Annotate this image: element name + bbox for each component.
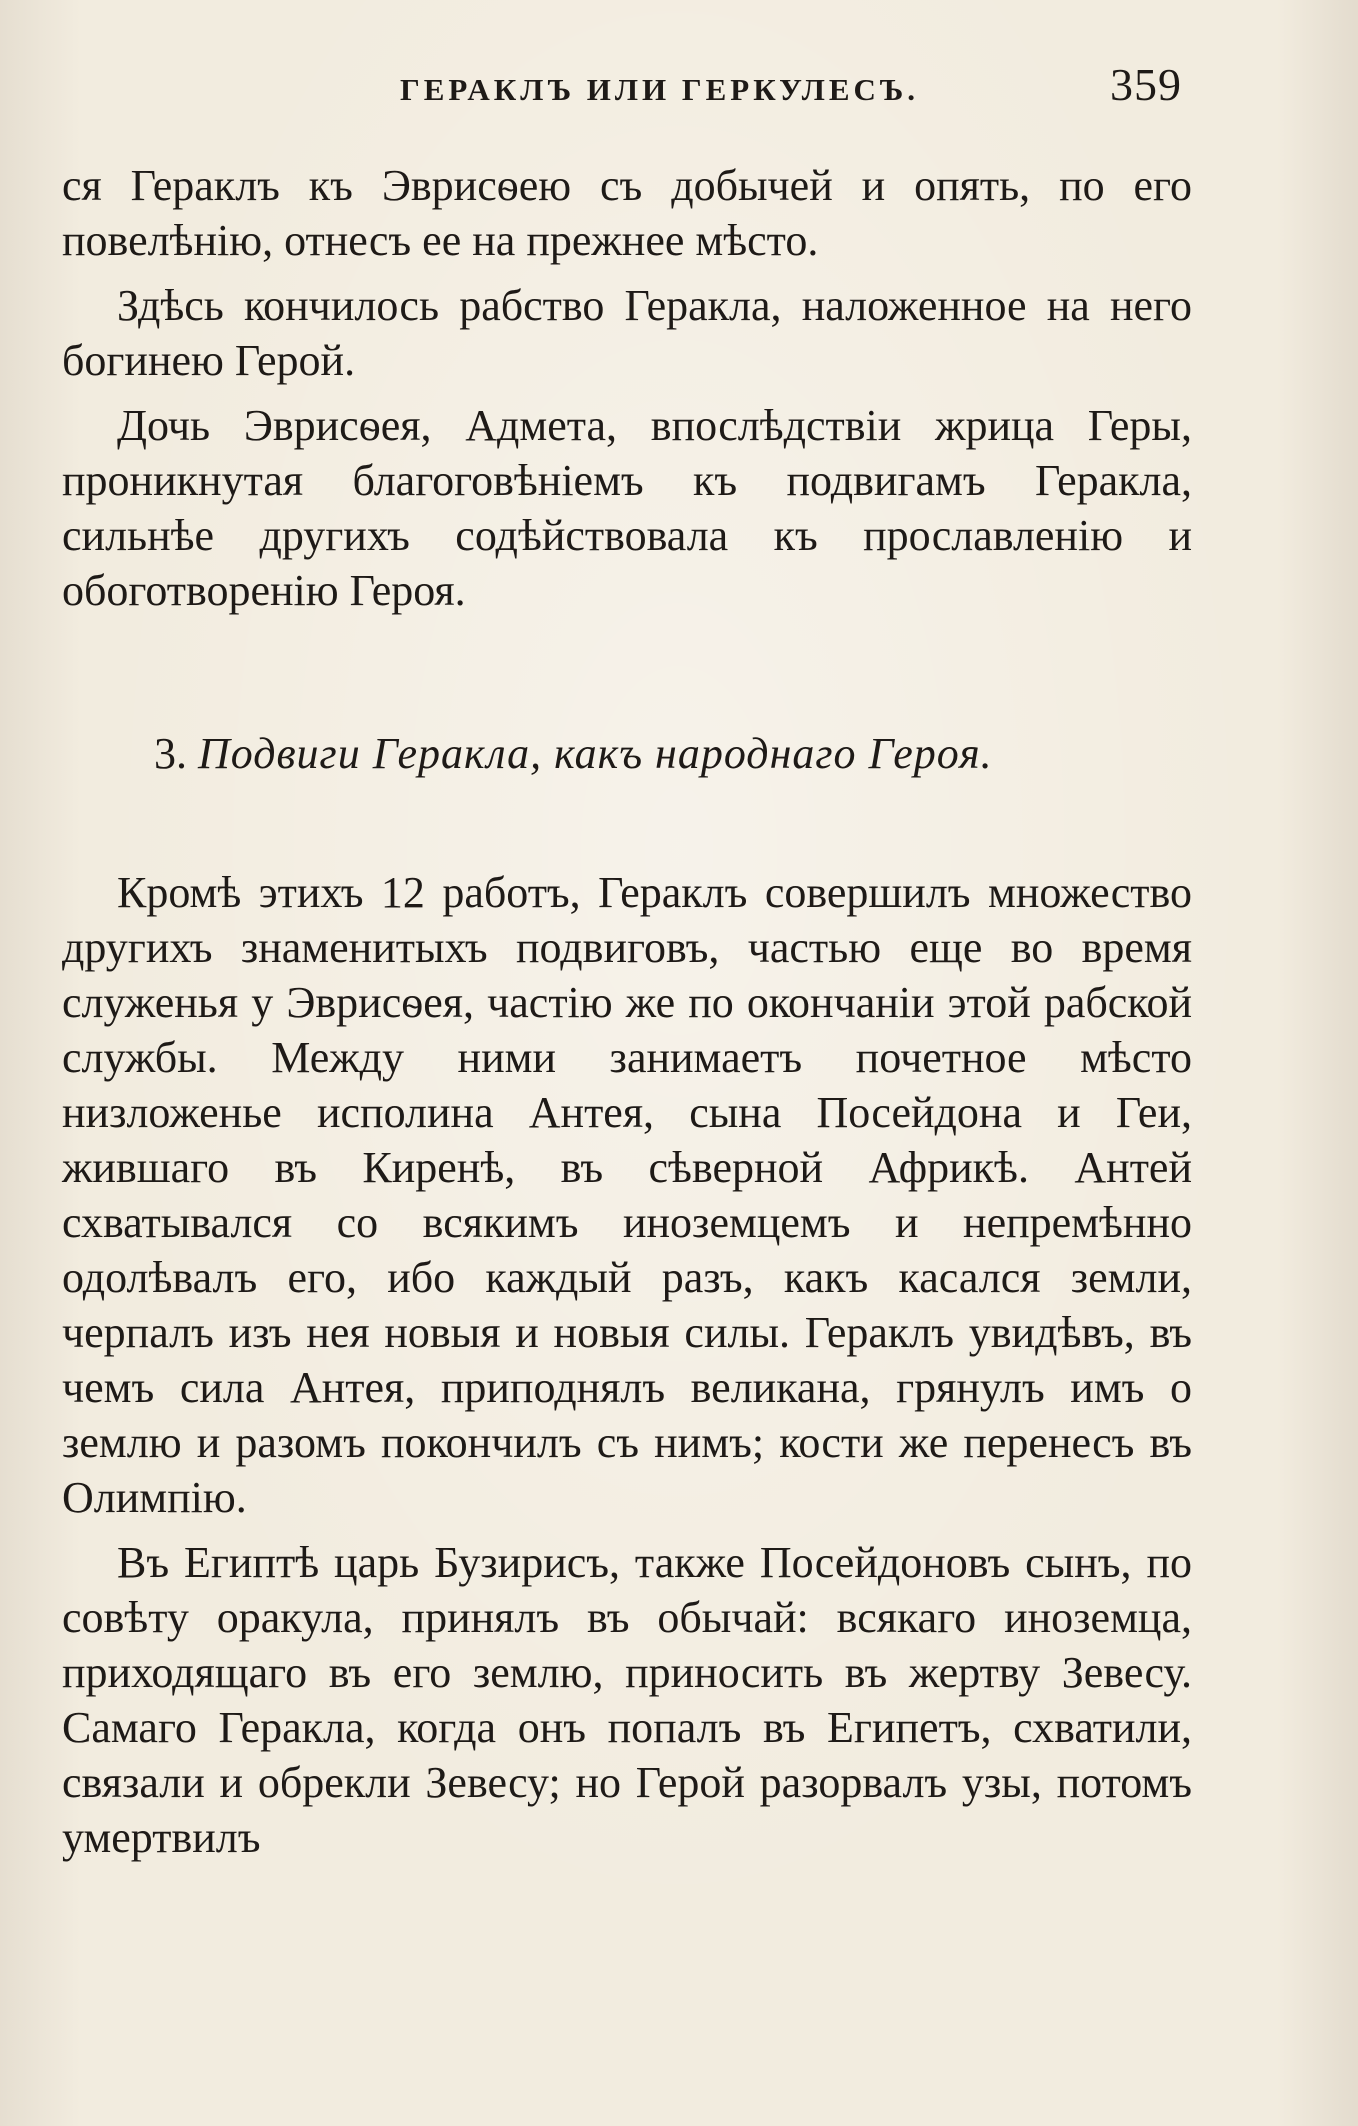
section-title: Подвиги Геракла, какъ народнаго Героя. [198, 729, 993, 778]
page-number: 359 [1110, 59, 1182, 110]
paragraph: Дочь Эврисѳея, Адмета, впослѣдствіи жрица Геры, проникнутая благоговѣніемъ къ подвигамъ Геракла, сильнѣе другихъ содѣйствовала къ прославленію и обоготворенію Героя. [62, 401, 1192, 615]
body-text [62, 158, 1192, 1865]
running-title: ГЕРАКЛЪ ИЛИ ГЕРКУЛЕСЪ. [400, 72, 919, 107]
paragraph: Здѣсь кончилось рабство Геракла, наложенное на него богинею Герой. [62, 281, 1192, 385]
paragraph: ся Гераклъ къ Эврисѳею съ добычей и опять, по его повелѣнію, отнесъ ее на прежнее мѣсто. [62, 161, 1192, 265]
paragraph: Въ Египтѣ царь Бузирисъ, также Посейдоновъ сынъ, по совѣту оракула, принялъ въ обычай: всякаго иноземца, приходящаго въ его землю, приносить въ жертву Зевесу. Самаго Геракла, когда онъ попалъ въ Египетъ, схватили, связали и обрекли Зевесу; но Герой разорвалъ узы, потомъ умертвилъ [62, 1538, 1192, 1862]
section-heading [62, 726, 1192, 781]
running-head [0, 58, 1358, 118]
paragraph: Кромѣ этихъ 12 работъ, Гераклъ совершилъ множество другихъ знаменитыхъ подвиговъ, частью еще во время служенья у Эврисѳея, частію же по окончаніи этой рабской службы. Между ними занимаетъ почетное мѣсто низложенье исполина Антея, сына Посейдона и Геи, жившаго въ Киренѣ, въ сѣверной Африкѣ. Антей схватывался со всякимъ иноземцемъ и непремѣнно одолѣвалъ его, ибо каждый разъ, какъ касался земли, черпалъ изъ нея новыя и новыя силы. Гераклъ увидѣвъ, въ чемъ сила Антея, приподнялъ великана, грянулъ имъ о землю и разомъ покончилъ съ нимъ; кости же перенесъ въ Олимпію. [62, 868, 1192, 1522]
section-number: 3. [154, 729, 187, 778]
